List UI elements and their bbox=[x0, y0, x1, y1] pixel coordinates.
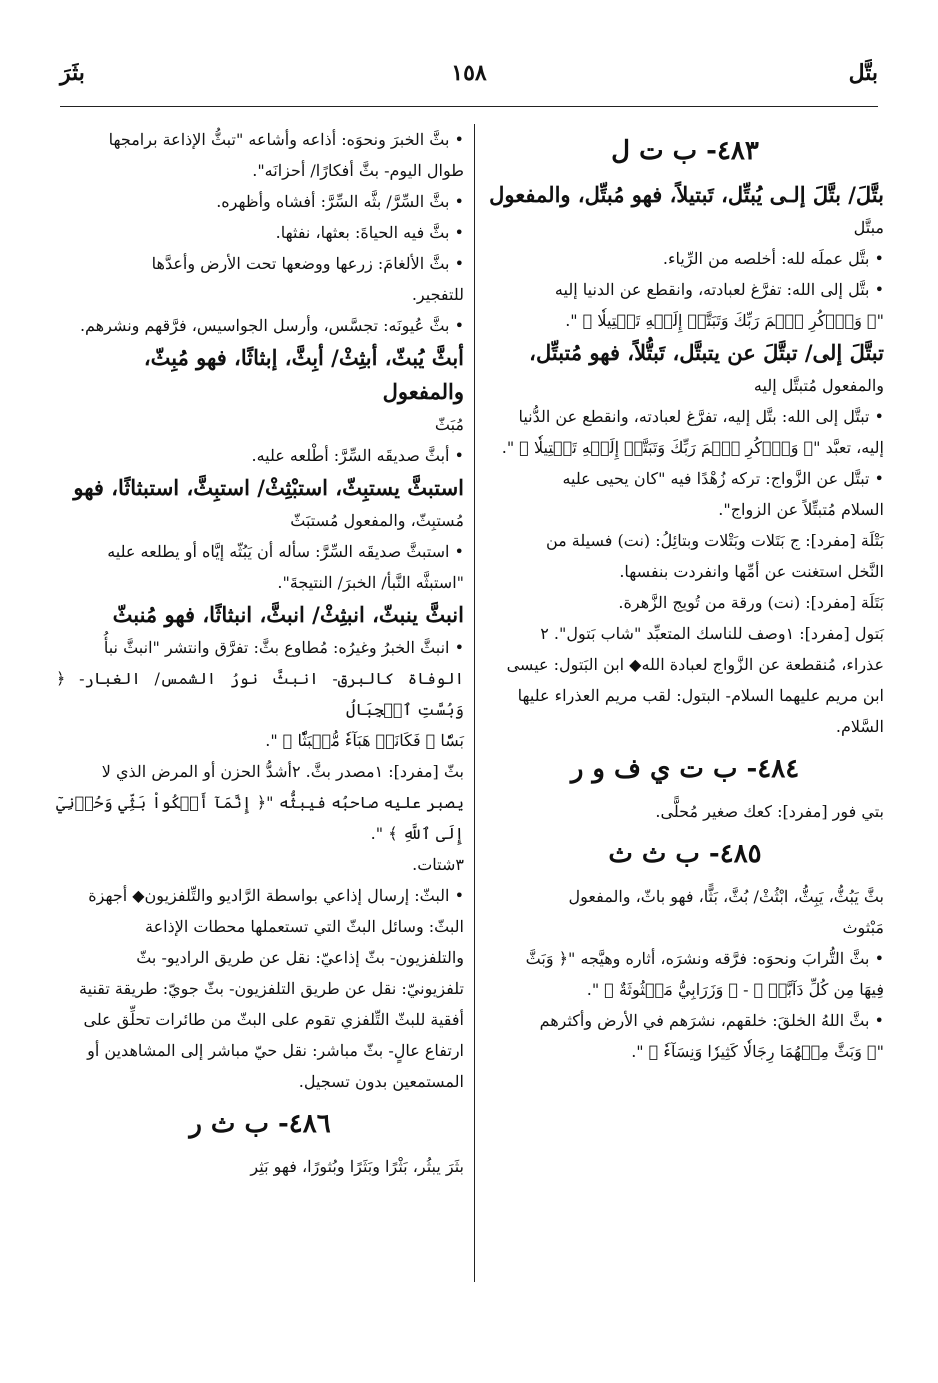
root-heading: ٤٨٥- ب ث ث bbox=[608, 839, 762, 869]
page-number: ١٥٨ bbox=[451, 60, 487, 86]
definition-line: مَبْثوث bbox=[842, 918, 884, 937]
headword-line: أبثَّ يُبثّ، أبثِثْ/ أبِثَّ، إبثاثًا، فهو مُبِثّ، والمفعول bbox=[143, 345, 464, 404]
definition-line: • بثَّ السِّرَّ/ بثَّه السِّرَّ: أفشاه وأظهره. bbox=[216, 192, 464, 211]
definition-line: يصبر عليه صاحبُه فيبثُّه "﴿ إِنَّمَآ أَشۡكُواْ بَثِّي وَحُزۡنِيٓ إِلَى ٱللَّهِ ﴾ ". bbox=[56, 793, 464, 843]
definition-line: للتفجير. bbox=[411, 285, 464, 304]
definition-line: • انبثَّ الخبرُ وغيرُه: مُطاوع بثَّ: تفرَّق وانتشر "انبثَّ نبأُ bbox=[103, 638, 464, 657]
definition-line: "﴿ وَٱذۡكُرِ ٱسۡمَ رَبِّكَ وَتَبَتَّلۡ إِلَيۡهِ تَبۡتِيلٗا ﴾ ". bbox=[565, 311, 884, 330]
definition-line: • بثَّ الألغامَ: زرعها ووضعها تحت الأرض وأعدَّها bbox=[151, 254, 464, 273]
definition-line: تلفزيونيّ: نقل عن طريق التلفزيون- بثّ جويّ: طريقة تقنية bbox=[79, 979, 464, 998]
root-heading: ٤٨٦- ب ث ر bbox=[189, 1109, 331, 1139]
definition-line: إليه، تعبَّد "﴿ وَٱذۡكُرِ ٱسۡمَ رَبِّكَ وَتَبَتَّلۡ إِلَيۡهِ تَبۡتِيلٗا ﴾ ". bbox=[501, 438, 884, 457]
definition-line: • تبتَّل إلى الله: بتَّل إليه، تفرَّغ لعبادته، وانقطع عن الدُّنيا bbox=[518, 407, 884, 426]
definition-line: مُستبِثّ، والمفعول مُستبَثّ bbox=[290, 511, 464, 530]
definition-line: أفقية للبثّ التِّلفزي تقوم على البثّ من طائرات تحلِّق على bbox=[83, 1010, 464, 1029]
definition-line: فِيهَا مِن كُلِّ دَآبَّةٖ ﴾ - ﴿ وَزَرَابِيُّ مَبۡثُوثَةٌ ﴾ ". bbox=[586, 980, 884, 999]
definition-line: بتي فور [مفرد]: كعك صغير مُحلًّى. bbox=[655, 802, 884, 821]
definition-line: بثَرَ يبثُر، بَثْرًا وبَثَرًا وبُثورًا، فهو بَثِر bbox=[250, 1157, 464, 1176]
definition-line: • بثَّ التُّرابَ ونحوَه: فرَّقه ونشرَه، أثاره وهيَّجه "﴿ وَبَثَّ bbox=[525, 949, 884, 968]
definition-line: بَتْلَة [مفرد]: ج بَتَلات وبَتْلات وبتائِلُ: (نت) فسيلة من bbox=[545, 531, 884, 550]
definition-line: السلام مُتبتِّلاً عن الزواج". bbox=[718, 500, 884, 519]
definition-line: والمفعول مُتبتَّل إليه bbox=[753, 376, 884, 395]
root-heading: ٤٨٣- ب ت ل bbox=[611, 136, 759, 166]
definition-line: ارتفاع عالٍ- بثّ مباشر: نقل حيّ مباشر إلى المشاهدين أو bbox=[87, 1041, 464, 1060]
root-heading: ٤٨٤- ب ت ي ف و ر bbox=[570, 754, 800, 784]
definition-line: • استبثَّ صديقَه السِّرَّ: سأله أن يَبُثّه إيَّاه أو يطلعه عليه bbox=[107, 542, 464, 561]
definition-line: بثَّ يَبُثُّ، يَبِثُّ، ابْثُثْ/ بُثَّ، بَثًّا، فهو باثّ، والمفعول bbox=[568, 887, 884, 906]
definition-line: • أبثَّ صديقَه السِّرَّ: أطْلعه عليه. bbox=[251, 446, 464, 465]
definition-line: • بثَّ فيه الحياةَ: بعثها، نفثها. bbox=[275, 223, 464, 242]
definition-line: طوال اليوم- بثَّ أفكارًا/ أحزانَه". bbox=[252, 161, 464, 180]
definition-line: • بتَّل إلى الله: تفرَّغ لعبادته، وانقطع عن الدنيا إليه bbox=[554, 280, 884, 299]
definition-line: مبتَّل bbox=[853, 218, 884, 237]
running-header bbox=[60, 60, 878, 100]
definition-line: • تبتَّل عن الزَّواج: تركه زُهْدًا فيه "كان يحيى عليه bbox=[562, 469, 884, 488]
definition-line: عذراء، مُنقطعة عن الزَّواج لعبادة الله◆ ابن البَتول: عيسى bbox=[506, 655, 884, 674]
header-last-word: بثَرَ bbox=[60, 60, 85, 86]
headword-line: استبثَّ يستبِثّ، استبْثِثْ/ استبِثَّ، استبثاثًا، فهو bbox=[73, 475, 464, 500]
definition-line: البثّ: وسائل البثّ التي تستعملها محطات الإذاعة bbox=[145, 917, 464, 936]
column-divider bbox=[474, 124, 475, 1282]
definition-line: ٣شتات. bbox=[412, 855, 464, 874]
header-first-word: بتَّل bbox=[848, 60, 878, 86]
definition-line: • بثَّ اللهُ الخلقَ: خلقهم، نشرَهم في الأرض وأكثرهم bbox=[539, 1011, 884, 1030]
definition-line: والتلفزيون- بثّ إذاعيّ: نقل عن طريق الراديو- بثّ bbox=[136, 948, 464, 967]
definition-line: "﴿ وَبَثَّ مِنۡهُمَا رِجَالٗا كَثِيرٗا وَنِسَآءٗ ﴾ ". bbox=[631, 1042, 884, 1061]
definition-line: ابن مريم عليهما السلام- البتول: لقب مريم العذراء عليها bbox=[517, 686, 884, 705]
headword-line: بتَّلَ/ بتَّلَ إلـى يُبتِّل، تَبتيلاً، فهو مُبتِّل، والمفعول bbox=[489, 182, 884, 207]
definition-line: • بتَّل عملَه لله: أخلصه من الرِّياء. bbox=[662, 249, 884, 268]
left-column bbox=[56, 124, 464, 1182]
right-column bbox=[486, 124, 884, 1067]
definition-line: بثّ [مفرد]: ١مصدر بثَّ. ٢أشدُّ الحزن أو المرض الذي لا bbox=[101, 762, 464, 781]
definition-line: مُبَثّ bbox=[434, 415, 464, 434]
headword-line: تبتَّلَ إلى/ تبتَّلَ عن يتبتَّل، تَبتُّلاً، فهو مُتبتِّل، bbox=[529, 340, 884, 365]
definition-line: المستمعين بدون تسجيل. bbox=[298, 1072, 464, 1091]
definition-line: النَّخل استغنت عن أمِّها وانفردت بنفسها. bbox=[619, 562, 884, 581]
definition-line: • البثّ: إرسال إذاعي بواسطة الرَّاديو والتِّلفزيون◆ أجهزة bbox=[88, 886, 464, 905]
definition-line: الوفاة كالبرق- انبثَّ نورُ الشمس/ الغبار- ﴿ وَبُسَّتِ ٱلۡجِبَالُ bbox=[56, 669, 464, 719]
definition-line: بَتول [مفرد]: ١وصف للناسك المتعبِّد "شاب بَتول". ٢ bbox=[540, 624, 884, 643]
definition-line: • بثَّ الخبرَ ونحوَه: أذاعه وأشاعه "تبثُّ الإذاعة برامجها bbox=[108, 130, 464, 149]
definition-line: "استبثَّه النَّبأ/ الخبرَ/ النتيجةَ". bbox=[277, 573, 464, 592]
definition-line: السَّلام. bbox=[835, 717, 884, 736]
definition-line: • بثَّ عُيونَه: تجسَّس، وأرسل الجواسيس، فرَّقهم ونشرهم. bbox=[79, 316, 464, 335]
headword-line: انبثَّ ينبثّ، انبثِثْ/ انبثَّ، انبثاثًا، فهو مُنبثّ bbox=[112, 602, 464, 627]
definition-line: بَتَلَة [مفرد]: (نت) ورقة من تُويج الزَّهرة. bbox=[618, 593, 884, 612]
header-rule bbox=[60, 106, 878, 107]
definition-line: بَسّٗا ۞ فَكَانَتۡ هَبَآءٗ مُّنۢبَثّٗا ﴾ ". bbox=[265, 731, 464, 750]
